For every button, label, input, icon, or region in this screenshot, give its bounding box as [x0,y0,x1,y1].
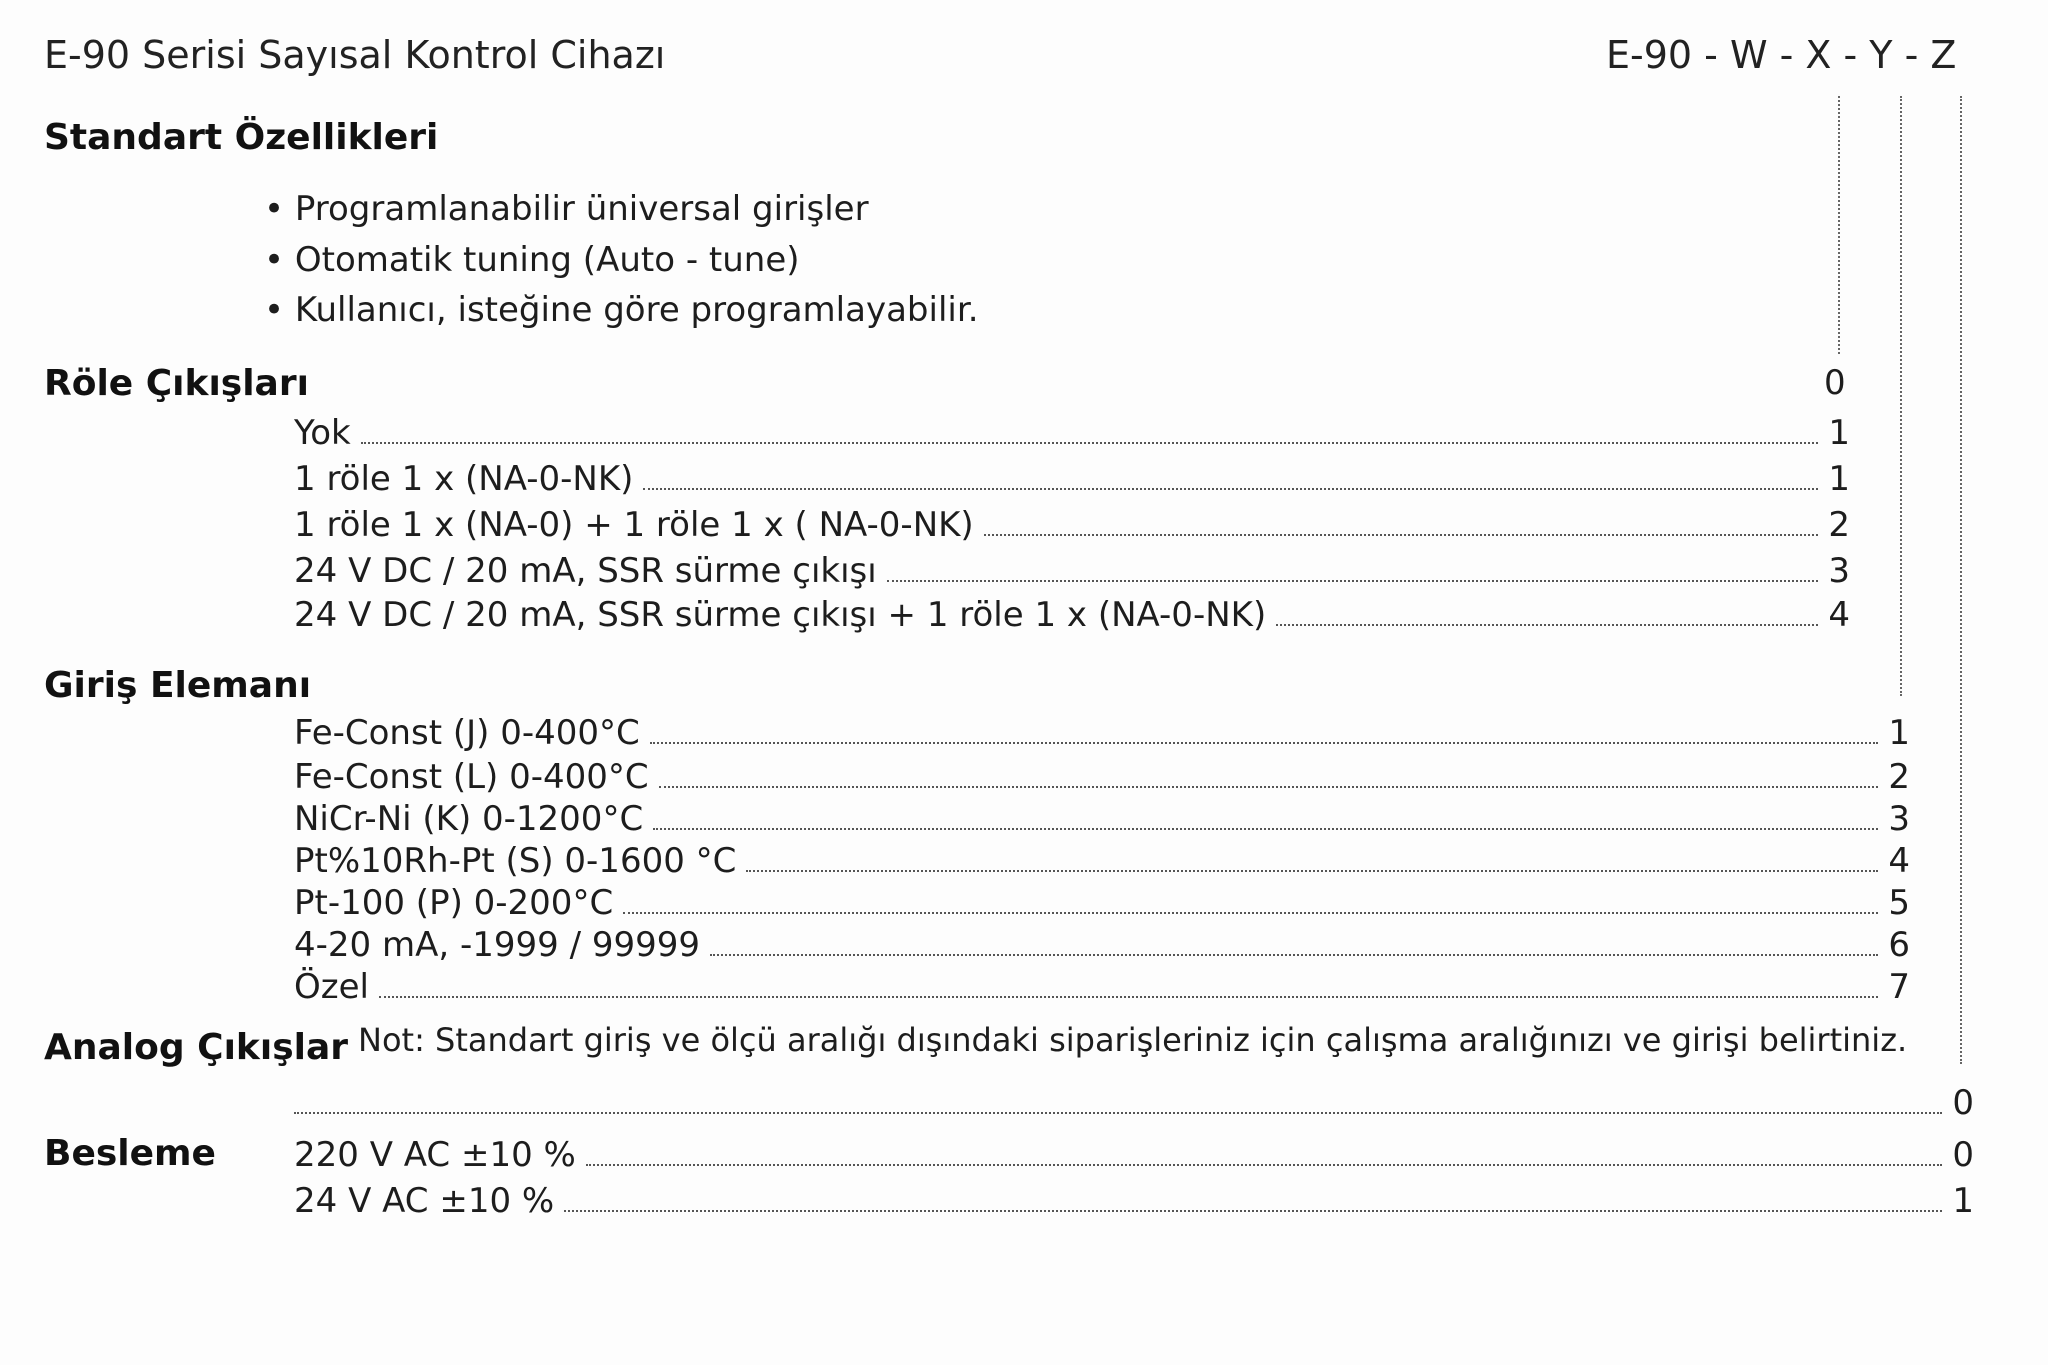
section-heading-relay: Röle Çıkışları [44,363,309,404]
relay-row-label: 24 V DC / 20 mA, SSR sürme çıkışı + 1 röle 1 x (NA-0-NK) [294,595,1267,635]
dot-leader [564,1209,1942,1212]
section-heading-analog: Analog Çıkışlar [44,1027,349,1068]
dot-leader [653,827,1878,830]
analog-note: Not: Standart giriş ve ölçü aralığı dışındaki siparişleriniz için çalışma aralığınızı ve girişi belirtiniz. [358,1021,1908,1059]
guide-line-x [1900,96,1902,696]
section-heading-input: Giriş Elemanı [44,665,312,706]
feature-item: • Programlanabilir üniversal girişler [264,189,869,229]
supply-row-code: 0 [1952,1135,1974,1175]
relay-heading-code: 0 [1824,363,1846,403]
dot-leader [294,1111,1942,1114]
input-row-code: 2 [1888,757,1910,797]
feature-item: • Otomatik tuning (Auto - tune) [264,240,800,280]
relay-row [294,456,1850,499]
input-row-label: NiCr-Ni (K) 0-1200°C [294,799,644,839]
input-row-code: 7 [1888,967,1910,1007]
supply-row-label: 24 V AC ±10 % [294,1181,555,1221]
dot-leader [379,995,1878,998]
relay-row-label: 1 röle 1 x (NA-0) + 1 röle 1 x ( NA-0-NK) [294,505,974,545]
guide-line-w [1838,96,1840,354]
dot-leader [887,579,1819,582]
relay-row-code: 1 [1828,459,1850,499]
section-heading-supply: Besleme [44,1133,216,1174]
analog-row [294,1080,1974,1123]
relay-row [294,502,1850,545]
input-row-code: 1 [1888,713,1910,753]
input-row [294,880,1910,923]
input-row [294,838,1910,881]
input-row-code: 6 [1888,925,1910,965]
feature-item: • Kullanıcı, isteğine göre programlayabilir. [264,290,979,330]
supply-row-code: 1 [1952,1181,1974,1221]
dot-leader [984,533,1819,536]
relay-row-code: 1 [1828,413,1850,453]
supply-row [294,1178,1974,1221]
input-row [294,964,1910,1007]
dot-leader [623,911,1878,914]
input-row-label: Fe-Const (L) 0-400°C [294,757,649,797]
document-title: E-90 Serisi Sayısal Kontrol Cihazı [44,33,666,77]
dot-leader [1276,623,1818,626]
analog-code: 0 [1952,1083,1974,1123]
relay-row-label: Yok [294,413,351,453]
input-row [294,754,1910,797]
relay-row-code: 3 [1828,551,1850,591]
input-row-label: Fe-Const (J) 0-400°C [294,713,640,753]
dot-leader [643,487,1818,490]
guide-line-y [1960,96,1962,1064]
input-row-code: 3 [1888,799,1910,839]
dot-leader [650,741,1879,744]
relay-row-label: 1 röle 1 x (NA-0-NK) [294,459,634,499]
input-row-label: 4-20 mA, -1999 / 99999 [294,925,700,965]
supply-row [294,1132,1974,1175]
input-row [294,710,1910,753]
relay-row-code: 2 [1828,505,1850,545]
dot-leader [361,441,1819,444]
relay-row-label: 24 V DC / 20 mA, SSR sürme çıkışı [294,551,877,591]
relay-row-code: 4 [1828,595,1850,635]
input-row [294,922,1910,965]
dot-leader [746,869,1878,872]
input-row-code: 4 [1888,841,1910,881]
relay-row [294,410,1850,453]
order-code: E-90 - W - X - Y - Z [1606,33,1957,77]
input-row-label: Pt%10Rh-Pt (S) 0-1600 °C [294,841,737,881]
relay-row [294,548,1850,591]
supply-row-label: 220 V AC ±10 % [294,1135,576,1175]
dot-leader [586,1163,1943,1166]
relay-row [294,592,1850,635]
input-row-code: 5 [1888,883,1910,923]
input-row [294,796,1910,839]
section-heading-standard: Standart Özellikleri [44,117,439,158]
dot-leader [659,785,1879,788]
input-row-label: Pt-100 (P) 0-200°C [294,883,614,923]
input-row-label: Özel [294,967,369,1007]
dot-leader [710,953,1878,956]
